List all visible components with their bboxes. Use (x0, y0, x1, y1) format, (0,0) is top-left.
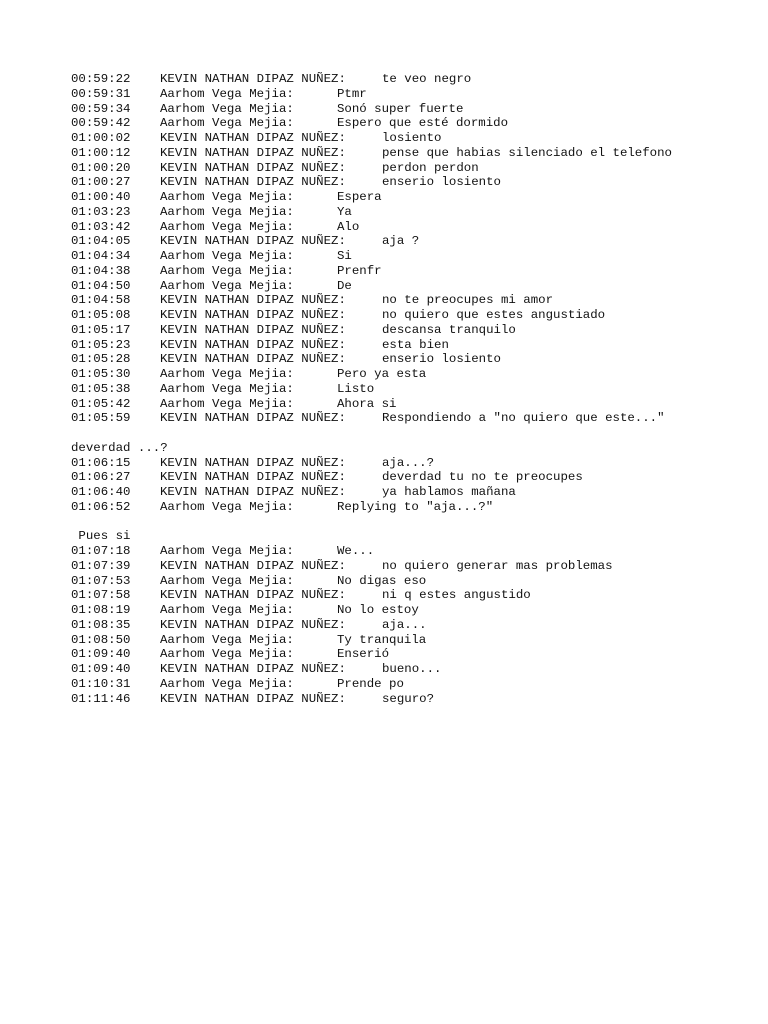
message-text: esta bien (382, 337, 449, 352)
message-text: Alo (337, 219, 360, 234)
timestamp: 01:05:59 (71, 411, 131, 426)
speaker-name: KEVIN NATHAN DIPAZ NUÑEZ: (160, 145, 346, 160)
message-text: Ya (337, 204, 352, 219)
timestamp: 01:04:50 (71, 278, 131, 293)
message-text: De (337, 278, 352, 293)
speaker-name: Aarhom Vega Mejia: (160, 116, 294, 131)
message-text: losiento (382, 131, 442, 145)
speaker-name: KEVIN NATHAN DIPAZ NUÑEZ: (160, 322, 346, 337)
message-line (71, 397, 751, 412)
speaker-name: Aarhom Vega Mejia: (160, 101, 294, 116)
message-text: No lo estoy (337, 603, 419, 617)
message-line (71, 146, 751, 161)
message-text: no quiero generar mas problemas (382, 558, 613, 573)
message-text: Ahora si (337, 396, 397, 411)
message-line (71, 249, 751, 264)
speaker-name: Aarhom Vega Mejia: (160, 263, 294, 278)
speaker-name: KEVIN NATHAN DIPAZ NUÑEZ: (160, 411, 346, 426)
message-text: Replying to "aja...?" (337, 499, 494, 514)
message-text: Prende po (337, 676, 404, 691)
timestamp: 01:07:39 (71, 558, 131, 573)
timestamp: 01:08:35 (71, 617, 131, 632)
message-text: aja... (382, 617, 427, 632)
message-line (71, 323, 751, 338)
timestamp: 01:04:38 (71, 263, 131, 278)
message-text: Listo (337, 381, 375, 396)
message-line (71, 456, 751, 471)
message-line (71, 190, 751, 205)
timestamp: 01:08:19 (71, 603, 131, 617)
timestamp: 01:00:27 (71, 175, 131, 190)
timestamp: 01:04:58 (71, 293, 131, 308)
message-text: aja ? (382, 234, 420, 249)
speaker-name: KEVIN NATHAN DIPAZ NUÑEZ: (160, 485, 346, 499)
timestamp: 01:05:28 (71, 352, 131, 367)
message-text: bueno... (382, 662, 442, 676)
message-line (71, 470, 751, 485)
message-line (71, 588, 751, 603)
chat-transcript (71, 72, 751, 706)
timestamp: 00:59:42 (71, 116, 131, 131)
message-line (71, 382, 751, 397)
message-line (71, 279, 751, 294)
timestamp: 01:00:02 (71, 131, 131, 145)
timestamp: 01:03:42 (71, 219, 131, 234)
speaker-name: KEVIN NATHAN DIPAZ NUÑEZ: (160, 175, 346, 190)
speaker-name: KEVIN NATHAN DIPAZ NUÑEZ: (160, 160, 346, 175)
timestamp: 01:11:46 (71, 691, 131, 706)
message-line (71, 500, 751, 515)
timestamp: 01:07:58 (71, 588, 131, 603)
speaker-name: Aarhom Vega Mejia: (160, 190, 294, 204)
timestamp: 00:59:31 (71, 86, 131, 101)
message-text: Si (337, 249, 352, 263)
message-text: Ty tranquila (337, 632, 427, 647)
speaker-name: KEVIN NATHAN DIPAZ NUÑEZ: (160, 558, 346, 573)
message-line (71, 559, 751, 574)
timestamp: 01:00:12 (71, 145, 131, 160)
message-line (71, 234, 751, 249)
speaker-name: Aarhom Vega Mejia: (160, 632, 294, 647)
speaker-name: KEVIN NATHAN DIPAZ NUÑEZ: (160, 308, 346, 322)
speaker-name: KEVIN NATHAN DIPAZ NUÑEZ: (160, 352, 346, 367)
speaker-name: Aarhom Vega Mejia: (160, 86, 294, 101)
message-line (71, 367, 751, 382)
message-text: seguro? (382, 691, 435, 706)
message-line (71, 205, 751, 220)
timestamp: 01:07:53 (71, 573, 131, 588)
message-text: Pero ya esta (337, 367, 427, 381)
message-line (71, 692, 751, 707)
timestamp: 01:06:52 (71, 499, 131, 514)
message-text: descansa tranquilo (382, 322, 516, 337)
timestamp: 01:09:40 (71, 662, 131, 676)
message-line (71, 677, 751, 692)
message-text: aja...? (382, 455, 435, 470)
timestamp: 01:07:18 (71, 544, 131, 558)
message-line (71, 293, 751, 308)
speaker-name: Aarhom Vega Mejia: (160, 676, 294, 691)
message-line (71, 102, 751, 117)
message-text: enserio losiento (382, 352, 501, 367)
speaker-name: KEVIN NATHAN DIPAZ NUÑEZ: (160, 588, 346, 603)
speaker-name: Aarhom Vega Mejia: (160, 381, 294, 396)
message-text: We... (337, 544, 375, 558)
timestamp: 01:00:40 (71, 190, 131, 204)
message-text: no te preocupes mi amor (382, 293, 554, 308)
timestamp: 01:05:23 (71, 337, 131, 352)
timestamp: 01:06:40 (71, 485, 131, 499)
message-line (71, 662, 751, 677)
message-line (71, 544, 751, 559)
message-text: ya hablamos mañana (382, 485, 516, 499)
message-line (71, 72, 751, 87)
continuation-text: deverdad ...? (71, 440, 168, 455)
message-line (71, 485, 751, 500)
speaker-name: Aarhom Vega Mejia: (160, 249, 294, 263)
timestamp: 01:06:15 (71, 455, 131, 470)
blank-line (71, 426, 751, 441)
speaker-name: Aarhom Vega Mejia: (160, 396, 294, 411)
speaker-name: Aarhom Vega Mejia: (160, 367, 294, 381)
message-text: Sonó super fuerte (337, 101, 464, 116)
blank-line (71, 515, 751, 530)
message-line (71, 338, 751, 353)
speaker-name: Aarhom Vega Mejia: (160, 573, 294, 588)
message-line (71, 308, 751, 323)
message-text: Espero que esté dormido (337, 116, 509, 131)
message-text: Respondiendo a "no quiero que este..." (382, 411, 665, 426)
timestamp: 01:05:42 (71, 396, 131, 411)
message-text: ni q estes angustido (382, 588, 531, 603)
message-line (71, 175, 751, 190)
speaker-name: Aarhom Vega Mejia: (160, 219, 294, 234)
message-line (71, 116, 751, 131)
continuation-line (71, 441, 751, 456)
speaker-name: KEVIN NATHAN DIPAZ NUÑEZ: (160, 691, 346, 706)
speaker-name: Aarhom Vega Mejia: (160, 544, 294, 558)
timestamp: 01:08:50 (71, 632, 131, 647)
speaker-name: KEVIN NATHAN DIPAZ NUÑEZ: (160, 455, 346, 470)
speaker-name: KEVIN NATHAN DIPAZ NUÑEZ: (160, 470, 346, 485)
message-line (71, 633, 751, 648)
speaker-name: KEVIN NATHAN DIPAZ NUÑEZ: (160, 293, 346, 308)
message-line (71, 647, 751, 662)
continuation-line (71, 529, 751, 544)
timestamp: 01:05:17 (71, 322, 131, 337)
timestamp: 00:59:22 (71, 72, 131, 86)
continuation-text: Pues si (71, 529, 131, 544)
message-line (71, 161, 751, 176)
message-text: perdon perdon (382, 160, 479, 175)
message-text: Ptmr (337, 86, 367, 101)
timestamp: 01:10:31 (71, 676, 131, 691)
speaker-name: KEVIN NATHAN DIPAZ NUÑEZ: (160, 337, 346, 352)
timestamp: 01:05:38 (71, 381, 131, 396)
speaker-name: Aarhom Vega Mejia: (160, 278, 294, 293)
message-line (71, 574, 751, 589)
speaker-name: Aarhom Vega Mejia: (160, 603, 294, 617)
message-text: Espera (337, 190, 382, 204)
timestamp: 01:06:27 (71, 470, 131, 485)
message-line (71, 220, 751, 235)
message-text: deverdad tu no te preocupes (382, 470, 583, 485)
message-line (71, 131, 751, 146)
timestamp: 01:00:20 (71, 160, 131, 175)
message-line (71, 603, 751, 618)
timestamp: 01:09:40 (71, 647, 131, 662)
timestamp: 01:05:08 (71, 308, 131, 322)
timestamp: 01:05:30 (71, 367, 131, 381)
speaker-name: KEVIN NATHAN DIPAZ NUÑEZ: (160, 234, 346, 249)
speaker-name: Aarhom Vega Mejia: (160, 204, 294, 219)
message-line (71, 618, 751, 633)
speaker-name: KEVIN NATHAN DIPAZ NUÑEZ: (160, 617, 346, 632)
message-line (71, 411, 751, 426)
timestamp: 01:04:34 (71, 249, 131, 263)
message-text: no quiero que estes angustiado (382, 308, 606, 322)
speaker-name: KEVIN NATHAN DIPAZ NUÑEZ: (160, 662, 346, 676)
speaker-name: Aarhom Vega Mejia: (160, 499, 294, 514)
message-line (71, 352, 751, 367)
message-text: Prenfr (337, 263, 382, 278)
message-line (71, 264, 751, 279)
speaker-name: KEVIN NATHAN DIPAZ NUÑEZ: (160, 131, 346, 145)
message-line (71, 87, 751, 102)
message-text: Enserió (337, 647, 390, 662)
timestamp: 01:03:23 (71, 204, 131, 219)
message-text: enserio losiento (382, 175, 501, 190)
message-text: pense que habias silenciado el telefono (382, 145, 672, 160)
message-text: No digas eso (337, 573, 427, 588)
message-text: te veo negro (382, 72, 472, 86)
speaker-name: Aarhom Vega Mejia: (160, 647, 294, 662)
timestamp: 01:04:05 (71, 234, 131, 249)
timestamp: 00:59:34 (71, 101, 131, 116)
speaker-name: KEVIN NATHAN DIPAZ NUÑEZ: (160, 72, 346, 86)
